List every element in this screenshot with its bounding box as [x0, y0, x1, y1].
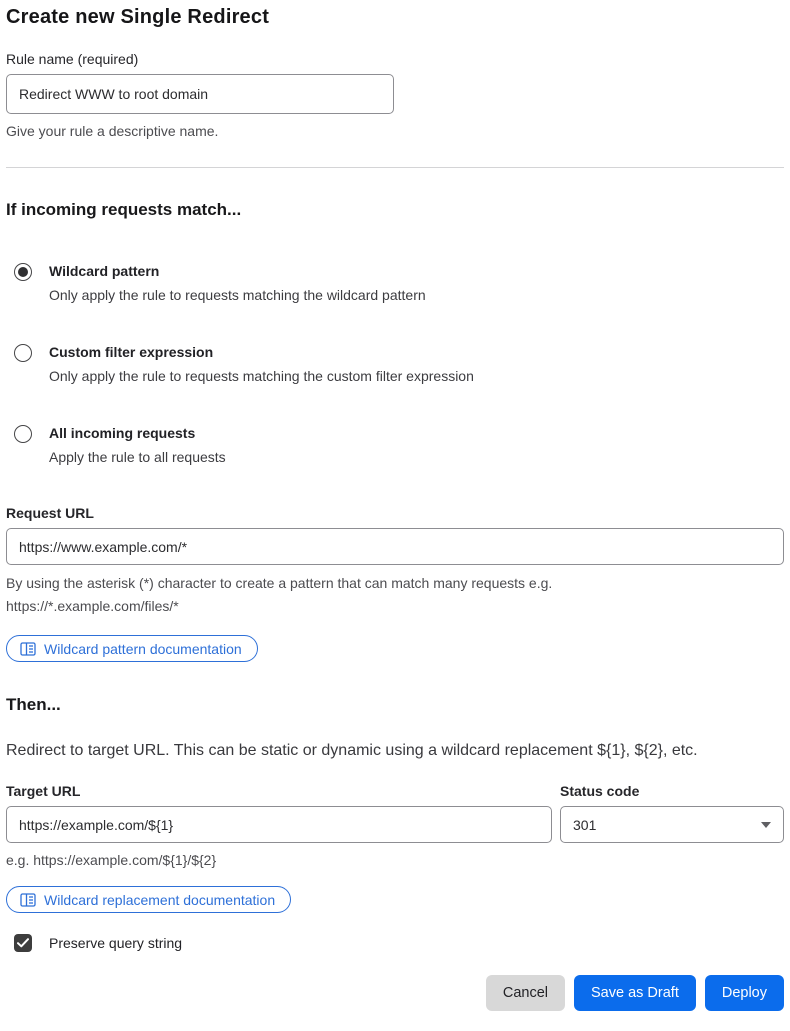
- rule-name-helper: Give your rule a descriptive name.: [6, 123, 219, 139]
- chevron-down-icon: [761, 822, 771, 828]
- target-url-input[interactable]: [6, 806, 552, 843]
- request-url-label: Request URL: [6, 505, 94, 521]
- rule-name-input[interactable]: [6, 74, 394, 114]
- wildcard-replacement-doc-button[interactable]: [6, 886, 291, 913]
- preserve-query-label: Preserve query string: [49, 935, 183, 951]
- status-code-label: Status code: [560, 783, 640, 799]
- request-url-helper: By using the asterisk (*) character to create a pattern that can match many requests e.g. https://*.example.com/files/*: [6, 575, 553, 614]
- radio-option-custom-filter[interactable]: [6, 343, 784, 385]
- target-url-label: Target URL: [6, 783, 81, 799]
- status-code-select[interactable]: [560, 806, 784, 843]
- then-section-heading: Then...: [6, 695, 61, 714]
- section-divider: [6, 167, 784, 168]
- radio-button-icon[interactable]: [14, 425, 32, 443]
- doc-button-label: Wildcard pattern documentation: [44, 640, 242, 657]
- radio-option-all-requests[interactable]: [6, 424, 784, 466]
- then-description: Redirect to target URL. This can be static or dynamic using a wildcard replacement ${1}, ${2}, etc.: [6, 742, 698, 759]
- match-section-heading: If incoming requests match...: [6, 200, 242, 219]
- radio-description: Only apply the rule to requests matching the custom filter expression: [49, 368, 474, 384]
- page-title: Create new Single Redirect: [6, 6, 270, 28]
- book-icon: [20, 642, 36, 656]
- wildcard-pattern-doc-button[interactable]: [6, 635, 258, 662]
- checkbox-checked-icon[interactable]: [14, 934, 32, 952]
- radio-button-icon[interactable]: [14, 344, 32, 362]
- rule-name-label: Rule name (required): [6, 51, 139, 67]
- status-code-value: 301: [573, 816, 597, 833]
- cancel-button[interactable]: Cancel: [486, 975, 565, 1011]
- check-icon: [17, 938, 29, 948]
- doc-button-label: Wildcard replacement documentation: [44, 891, 276, 908]
- deploy-button[interactable]: Deploy: [705, 975, 784, 1011]
- form-actions: [6, 975, 784, 1011]
- radio-description: Only apply the rule to requests matching the wildcard pattern: [49, 287, 426, 303]
- radio-label: All incoming requests: [49, 425, 196, 441]
- radio-label: Custom filter expression: [49, 344, 214, 360]
- target-url-helper: e.g. https://example.com/${1}/${2}: [6, 852, 217, 868]
- radio-button-icon[interactable]: [14, 263, 32, 281]
- radio-description: Apply the rule to all requests: [49, 449, 226, 465]
- radio-option-wildcard-pattern[interactable]: [6, 262, 784, 304]
- preserve-query-row[interactable]: [6, 934, 784, 952]
- match-type-radio-group: [6, 262, 784, 466]
- request-url-input[interactable]: [6, 528, 784, 565]
- save-as-draft-button[interactable]: Save as Draft: [574, 975, 696, 1011]
- radio-label: Wildcard pattern: [49, 263, 160, 279]
- book-icon: [20, 893, 36, 907]
